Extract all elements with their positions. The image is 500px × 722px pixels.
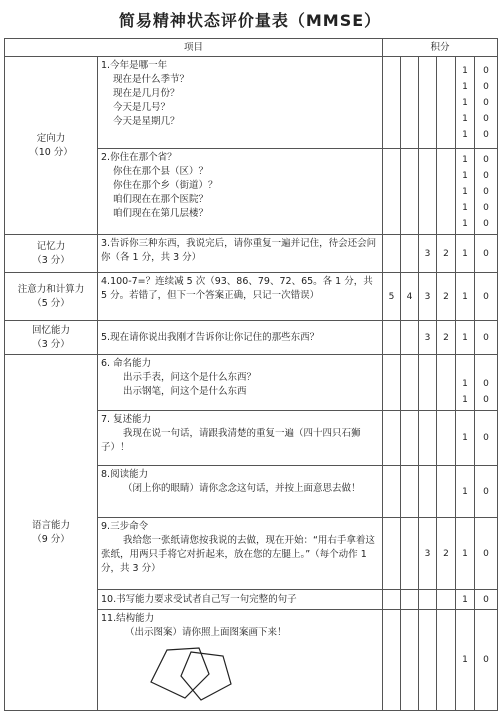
table-row: 回忆能力 （3 分） 5.现在请你说出我刚才告诉你让你记住的那些东西？ 3 2 1 0 [5,321,498,355]
table-row: 9.三步命令 我给您一张纸请您按我说的去做，现在开始：“用右手拿着这张纸，用两只手将它对折起来，放在您的左腿上。”（每个动作 1 分，共 3 分） 3 2 1 0 [5,518,498,590]
question-4: 4.100-7=？连续减 5 次（93、86、79、72、65。各 1 分，共 5 分。若错了，但下一个答案正确，只记一次错误） [98,273,383,321]
score-one: 1 1 1 1 1 [456,57,475,149]
pentagons-figure [141,644,261,702]
category-memory: 记忆力 （3 分） [5,235,98,273]
mmse-table [4,38,498,711]
category-attention: 注意力和计算力 （5 分） [5,273,98,321]
page-title: 简易精神状态评价量表（MMSE） [118,10,382,30]
header-row [5,39,498,57]
question-8: 8.阅读能力 （闭上你的眼睛）请你念念这句话，并按上面意思去做！ [98,466,383,518]
table-row [5,57,498,149]
question-9: 9.三步命令 我给您一张纸请您按我说的去做，现在开始：“用右手拿着这张纸，用两只手将它对折起来，放在您的左腿上。”（每个动作 1 分，共 3 分） [98,518,383,590]
category-language: 语言能力 （9 分） [5,355,98,711]
question-10: 10.书写能力要求受试者自己写一句完整的句子 [98,590,383,610]
score-zero: 0 0 0 0 0 [475,57,498,149]
header-item: 项目 [5,39,383,57]
score-zero: 0 0 0 0 0 [475,149,498,235]
category-orientation: 定向力 （10 分） [5,57,98,235]
header-score: 积分 [383,39,498,57]
question-2: 2.你住在那个省？ 你住在那个县（区）？ 你住在那个乡（街道）？ 咱们现在在那个医院？ 咱们现在在第几层楼？ [98,149,383,235]
question-6: 6. 命名能力 出示手表，问这个是什么东西？ 出示钢笔，问这个是什么东西 [98,355,383,411]
category-recall: 回忆能力 （3 分） [5,321,98,355]
question-3: 3.告诉你三种东西，我说完后，请你重复一遍并记住，待会还会问你（各 1 分，共 3 分） [98,235,383,273]
table-row: 语言能力 （9 分） 6. 命名能力 出示手表，问这个是什么东西？ 出示钢笔，问这个是什么东西 1 1 0 0 [5,355,498,411]
question-11: 11.结构能力 （出示图案）请你照上面图案画下来！ [98,610,383,711]
table-row: 8.阅读能力 （闭上你的眼睛）请你念念这句话，并按上面意思去做！ 1 0 [5,466,498,518]
question-1: 1.今年是哪一年 现在是什么季节？ 现在是几月份？ 今天是几号？ 今天是星期几？ [98,57,383,149]
question-7: 7. 复述能力 我现在说一句话，请跟我清楚的重复一遍（四十四只石狮子）！ [98,411,383,466]
table-row: 注意力和计算力 （5 分） 4.100-7=？连续减 5 次（93、86、79、72、65。各 1 分，共 5 分。若错了，但下一个答案正确，只记一次错误） 5 4 3 2 1 0 [5,273,498,321]
table-row: 记忆力 （3 分） 3.告诉你三种东西，我说完后，请你重复一遍并记住，待会还会问你（各 1 分，共 3 分） 3 2 1 0 [5,235,498,273]
table-row: 10.书写能力要求受试者自己写一句完整的句子 1 0 [5,590,498,610]
table-row: 7. 复述能力 我现在说一句话，请跟我清楚的重复一遍（四十四只石狮子）！ 1 0 [5,411,498,466]
score-one: 1 1 1 1 1 [456,149,475,235]
question-5: 5.现在请你说出我刚才告诉你让你记住的那些东西？ [98,321,383,355]
table-row: 11.结构能力 （出示图案）请你照上面图案画下来！ 1 0 [5,610,498,711]
